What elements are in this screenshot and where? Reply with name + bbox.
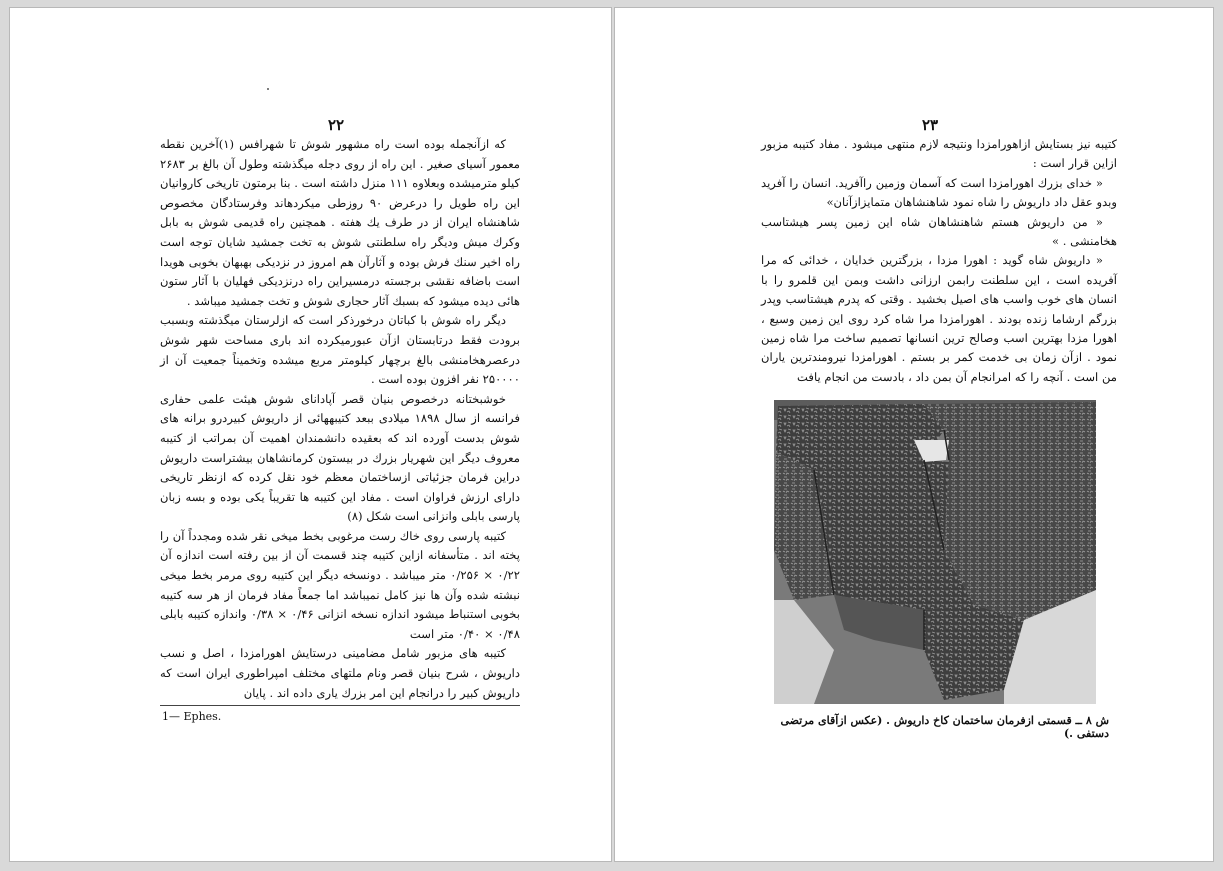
right-quote-3: « داریوش شاه گوید : اهورا مزدا ، بزرگترین خدایان ، خدائی که مرا آفریده است ، این سلطنت رابمن ارزانی داشت وبمن این قلمرو را با انسان های خوب واسب های اصیل بخشید . وقتی که پدرم هیشتاسب وپدر بزرگم ارشاما زنده بودند . اهورامزدا مرا شاه کرد روی این زمین وسیع ، اهورا مزدا بهترین اسب وصالح ترین انسانها تصمیم ساخت مرا شاه زمین نمود . ازآن زمان بی خدمت کمر بر بستم . اهورامزدا نیرومندترین یاران من است . آنچه را که امرانجام آن بمن داد ، بادست من انجام یافت: [761, 253, 1117, 384]
left-paragraph-4: کتیبه پارسی روی خاك رست مرغوبی بخط میخی نقر شده ومجدداً آن را پخته اند . متأسفانه ازاین کتیبه چند قسمت آن از بین رفته است اندازه آن ۰/۲۲ × ۰/۲۵۶ متر میباشد . دونسخه دیگر این کتیبه روی مرمر بخط میخی نبشته شده وآن ها نیز کامل نمیباشد اما جمعاً مفاد فرمان از هر سه کتیبه بخوبی استنباط میشود اندازه نسخه انزانی ۰/۴۶ × ۰/۳۸ واندازه کتیبه بابلی ۰/۴۸ × ۰/۴۰ متر است: [160, 528, 520, 641]
left-paragraph-2: دیگر راه شوش با کباتان درخورذکر است که ازلرستان میگذشته وبسبب برودت فقط درتابستان ازآن عبورمیکرده اند باری مساحت شهر شوش درعصرهخامنشی بالغ برچهار کیلومتر مربع میشده وتخمیناً جمعیت آن از ۲۵۰۰۰۰ نفر افزون بوده است .: [160, 313, 520, 387]
footnote: 1— Ephes.: [162, 710, 222, 723]
left-paragraph-1: که ازآنجمله بوده است راه مشهور شوش تا شهرافس (۱)آخرین نقطه معمور آسیای صغیر . این راه از روی دجله میگذشته وطول آن بالغ بر ۲۶۸۳ کیلو مترمیشده وبعلاوه ۱۱۱ منزل داشته است . بنا برمتون تاریخی کاروانیان این راه طویل را درعرض ۹۰ روزطی میکردهاند وفرستادگان مخصوص شاهنشاه ایران از در طرف یك هفته . همچنین راه قدیمی شوش به بابل وکرك میش ودیگر راه سلطنتی شوش به تخت جمشید شایان توجه است راه اخیر سنك فرش بوده و آثارآن هم امروز در نزدیکی بهبهان بخوبی هویدا است باضافه نقشی برجسته درمسیراین راه درنزدیکی فهلیان با آثار ستون هائی دیده میشود که بسبك آثار حجاری شوش و تخت جمشید میباشد .: [160, 137, 520, 308]
scan-speck: [267, 88, 269, 90]
left-paragraph-3: خوشبختانه درخصوص بنیان قصر آپادانای شوش هیئت علمی حفاری فرانسه از سال ۱۸۹۸ میلادی ببعد کتیبههائی از داریوش کبیردرو برانه های شوش بدست آورده اند که بعقیده دانشمندان اهمیت آن بمراتب از کتیبه معروف دیگر این شهریار بزرك در بیستون کرمانشاهان بیشتراست داریوش دراین فرمان جزئیاتی ازساختمان معظم خود نقل کرده که ازنظر تاریخی دارای ارزش فراوان است . مفاد این کتیبه ها تقریباً یکی بوده و بسه زبان پارسی بابلی وانزانی است شکل (۸): [160, 391, 520, 524]
right-quote-2: « من داریوش هستم شاهنشاهان شاه این زمین پسر هیشتاسب هخامنشی . »: [761, 214, 1117, 249]
figure-caption: ش ۸ ــ قسمتی ازفرمان ساختمان کاخ داریوش . (عکس ازآقای مرتضی دستفی .): [780, 714, 1109, 740]
right-paragraph-1: کتیبه نیز بستایش ازاهورامزدا ونتیجه لازم منتهی میشود . مفاد کتیبه مزبور ازاین قرار است :: [761, 137, 1117, 171]
right-page: [614, 7, 1214, 862]
left-body-text: [160, 135, 520, 703]
footnote-divider: [160, 705, 520, 706]
left-page: [9, 7, 612, 862]
left-paragraph-5: کتیبه های مزبور شامل مضامینی درستایش اهورامزدا ، اصل و نسب داریوش ، شرح بنیان قصر ونام ملتهای مختلف امپراطوری ایران است که داریوش کبیر را درانجام این امر بزرك یاری داده اند . پایان: [160, 646, 520, 700]
page-number-right: ۲۳: [921, 116, 939, 134]
page-number-left: ۲۲: [327, 116, 345, 134]
tablet-photo-graphic: [774, 400, 1096, 704]
right-body-text: [761, 135, 1117, 387]
cuneiform-tablet-photo: [774, 400, 1096, 704]
right-quote-1: « خدای بزرك اهورامزدا است که آسمان وزمین راآفرید. انسان را آفرید وبدو عقل داد داریوش را شاه نمود شاهنشاهان متمایزازآنان»: [761, 175, 1117, 210]
